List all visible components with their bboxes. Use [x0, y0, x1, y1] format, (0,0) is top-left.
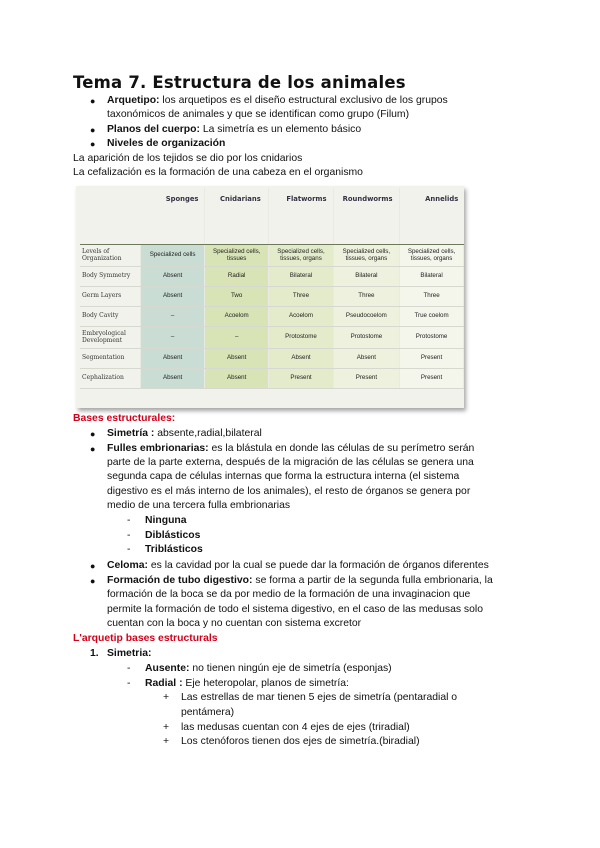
plus-marker: +	[163, 722, 170, 733]
fulles-text: es la blástula en donde las células de su perímetro serán	[208, 443, 475, 454]
row-label: Cephalization	[80, 369, 141, 389]
table-header-row	[80, 188, 464, 245]
animal-comparison-figure	[76, 186, 464, 408]
table-cell: Specialized cells, tissues	[205, 245, 269, 267]
tubo-line	[107, 574, 493, 589]
table-cell: Absent	[333, 349, 399, 369]
bullet-icon: ●	[90, 561, 96, 571]
planos-label: Planos del cuerpo:	[107, 124, 200, 135]
table-row	[80, 287, 464, 307]
bullet-icon: ●	[90, 139, 96, 149]
table-row	[80, 307, 464, 327]
planos-line	[107, 123, 361, 138]
medusas-line: las medusas cuentan con 4 ejes de ejes (triradial)	[181, 722, 410, 733]
fulles-text-5: medio de una tercera fulla embrionarias	[107, 500, 291, 511]
table-cell: Absent	[205, 349, 269, 369]
simetria-item-label: Simetria:	[107, 648, 152, 659]
table-cell: –	[141, 327, 205, 349]
dash-marker: -	[127, 515, 131, 526]
row-label: Body Cavity	[80, 307, 141, 327]
celoma-line	[107, 559, 489, 574]
list-number: 1.	[90, 648, 99, 659]
table-cell: Three	[400, 287, 464, 307]
tubo-text-3: permite la formación de todo el sistema digestivo, en el caso de las medusas solo	[107, 604, 483, 615]
table-cell: Absent	[141, 349, 205, 369]
arquetipo-line	[107, 94, 448, 109]
row-label: Germ Layers	[80, 287, 141, 307]
cefalizacion-line: La cefalización es la formación de una cabeza en el organismo	[73, 167, 363, 178]
table-cell: Bilateral	[333, 267, 399, 287]
estrellas-line-2: pentámera)	[181, 707, 235, 718]
radial-label: Radial :	[145, 678, 183, 689]
plus-marker: +	[163, 736, 170, 747]
table-cell: Absent	[269, 349, 333, 369]
table-row	[80, 349, 464, 369]
table-cell: Three	[269, 287, 333, 307]
table-cell: Absent	[205, 369, 269, 389]
col-roundworms	[333, 188, 399, 245]
radial-text: Eje heteropolar, planos de simetría:	[182, 678, 349, 689]
table-cell: Specialized cells	[141, 245, 205, 267]
row-label: Embryological Development	[80, 327, 141, 349]
col-cnidarians	[205, 188, 269, 245]
row-label: Levels of Organization	[80, 245, 141, 267]
planos-text: La simetría es un elemento básico	[199, 124, 362, 135]
fulles-line	[107, 442, 474, 457]
table-cell: Acoelom	[205, 307, 269, 327]
fulles-label: Fulles embrionarias:	[107, 443, 209, 454]
table-cell: Present	[333, 369, 399, 389]
table-row	[80, 327, 464, 349]
sub-ninguna: Ninguna	[145, 515, 187, 526]
comparison-table	[80, 188, 464, 389]
table-cell: Absent	[141, 267, 205, 287]
col-annelids	[400, 188, 464, 245]
bases-heading: Bases estructurales:	[73, 413, 176, 424]
column-header: Roundworms	[342, 195, 393, 203]
dash-marker: -	[127, 544, 131, 555]
table-cell: Three	[333, 287, 399, 307]
estrellas-line: Las estrellas de mar tienen 5 ejes de simetría (pentaradial o	[181, 692, 458, 703]
bullet-icon: ●	[90, 96, 96, 106]
table-cell: Present	[400, 349, 464, 369]
table-row	[80, 369, 464, 389]
table-row	[80, 245, 464, 267]
table-cell: Radial	[205, 267, 269, 287]
tubo-text-4: cuentan con la boca y no cuentan con sistema excretor	[107, 618, 362, 629]
arquetip-heading: L'arquetip bases estructurals	[73, 633, 218, 644]
table-corner	[80, 188, 141, 245]
column-header: Cnidarians	[220, 195, 261, 203]
sub-triblasticos: Triblásticos	[145, 544, 203, 555]
page-title: Tema 7. Estructura de los animales	[73, 73, 406, 92]
tubo-text-2: formación de la boca se da por medio de la formación de una invaginacion que	[107, 589, 471, 600]
fulles-text-2: parte de la parte externa, después de la migración de las células se genera una	[107, 457, 474, 468]
tubo-text: se forma a partir de la segunda fulla embrionaria, la	[252, 575, 493, 586]
table-cell: Protostome	[333, 327, 399, 349]
tejidos-line: La aparición de los tejidos se dio por los cnidarios	[73, 153, 303, 164]
plus-marker: +	[163, 692, 170, 703]
table-cell: Specialized cells, tissues, organs	[269, 245, 333, 267]
table-cell: Bilateral	[269, 267, 333, 287]
ausente-text: no tienen ningún eje de simetría (esponjas)	[189, 663, 392, 674]
tubo-label: Formación de tubo digestivo:	[107, 575, 253, 586]
table-cell: Acoelom	[269, 307, 333, 327]
dash-marker: -	[127, 663, 131, 674]
column-header: Annelids	[425, 195, 459, 203]
table-cell: Absent	[141, 369, 205, 389]
table-cell: Present	[269, 369, 333, 389]
niveles-label: Niveles de organización	[107, 138, 226, 149]
ausente-line	[145, 662, 392, 677]
celoma-text: es la cavidad por la cual se puede dar la formación de órganos diferentes	[148, 560, 489, 571]
table-cell: Specialized cells, tissues, organs	[333, 245, 399, 267]
column-header: Flatworms	[286, 195, 327, 203]
celoma-label: Celoma:	[107, 560, 148, 571]
radial-line	[145, 677, 349, 692]
table-cell: Protostome	[269, 327, 333, 349]
simetria-text: absente,radial,bilateral	[154, 428, 262, 439]
row-label: Segmentation	[80, 349, 141, 369]
bullet-icon: ●	[90, 429, 96, 439]
table-cell: Protostome	[400, 327, 464, 349]
arquetipo-text: los arquetipos es el diseño estructural exclusivo de los grupos	[159, 95, 448, 106]
fulles-text-4: digestivo es el más interno de los animales), el resto de órganos se genera por	[107, 486, 471, 497]
simetria-line	[107, 427, 262, 442]
table-cell: True coelom	[400, 307, 464, 327]
simetria-label: Simetría :	[107, 428, 155, 439]
arquetipo-text-2: taxonómicos de animales y que se identifican como grupo (Filum)	[107, 109, 410, 120]
table-row	[80, 267, 464, 287]
fulles-text-3: segunda capa de células internas que forma la estructura interna (el sistema	[107, 471, 460, 482]
table-cell: –	[205, 327, 269, 349]
bullet-icon: ●	[90, 125, 96, 135]
dash-marker: -	[127, 678, 131, 689]
row-label: Body Symmetry	[80, 267, 141, 287]
ctenoforos-line: Los ctenóforos tienen dos ejes de simetría.(biradial)	[181, 736, 420, 747]
ausente-label: Ausente:	[145, 663, 190, 674]
col-flatworms	[269, 188, 333, 245]
arquetipo-label: Arquetipo:	[107, 95, 160, 106]
sub-diblasticos: Diblásticos	[145, 530, 201, 541]
table-cell: Pseudocoelom	[333, 307, 399, 327]
col-sponges	[141, 188, 205, 245]
table-cell: Present	[400, 369, 464, 389]
table-cell: Two	[205, 287, 269, 307]
bullet-icon: ●	[90, 444, 96, 454]
dash-marker: -	[127, 530, 131, 541]
table-cell: Absent	[141, 287, 205, 307]
table-cell: Bilateral	[400, 267, 464, 287]
column-header: Sponges	[165, 195, 199, 203]
table-cell: –	[141, 307, 205, 327]
bullet-icon: ●	[90, 576, 96, 586]
table-cell: Specialized cells, tissues, organs	[400, 245, 464, 267]
